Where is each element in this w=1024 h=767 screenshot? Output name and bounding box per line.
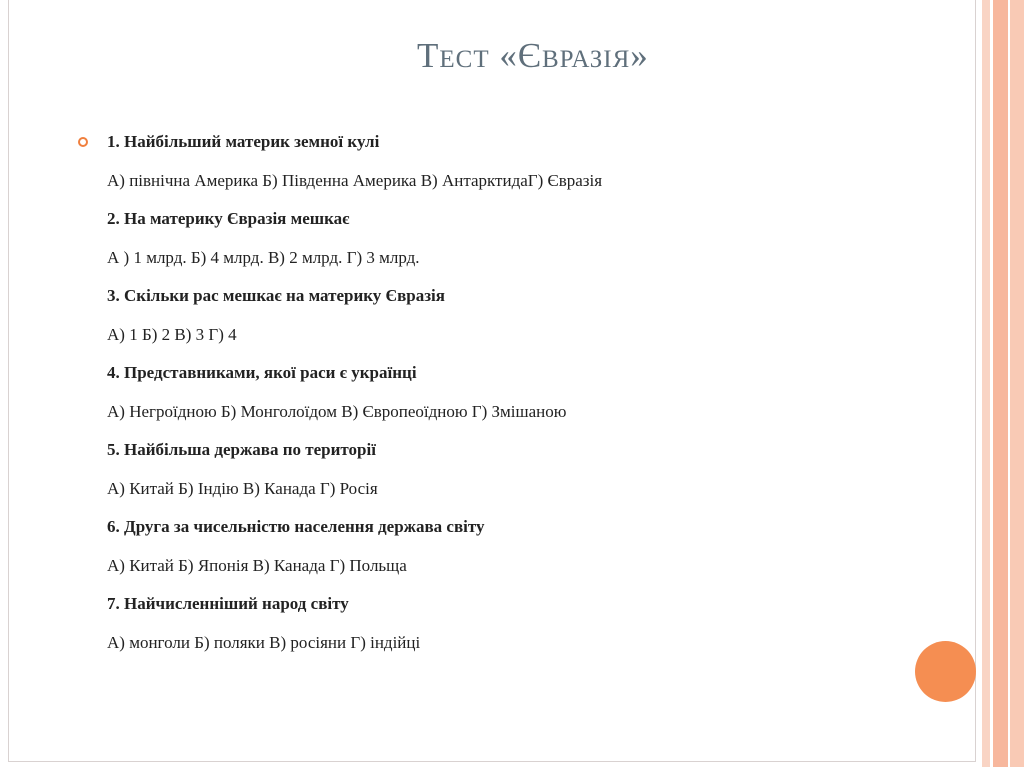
quiz-content [107,130,867,669]
decorative-stripes [982,0,1024,767]
answers-7: А) монголи Б) поляки В) росіяни Г) індійці [107,632,421,652]
question-6: 6. Друга за чисельністю населення держава світу [107,517,485,536]
slide-title: Тест «Євразія» [417,36,649,75]
question-5: 5. Найбільша держава по території [107,440,376,459]
answers-3: А) 1 Б) 2 В) 3 Г) 4 [107,324,237,344]
answers-2: А ) 1 млрд. Б) 4 млрд. В) 2 млрд. Г) 3 млрд. [107,247,420,267]
question-3: 3. Скільки рас мешкає на материку Євразія [107,286,445,305]
stripe [982,0,990,767]
question-1: 1. Найбільший материк земної кулі [107,132,380,151]
answers-4: А) Негроїдною Б) Монголоїдом В) Європеоїдною Г) Змішаною [107,401,567,421]
question-7: 7. Найчисленніший народ світу [107,594,349,613]
answers-5: А) Китай Б) Індію В) Канада Г) Росія [107,478,378,498]
answers-6: А) Китай Б) Японія В) Канада Г) Польща [107,555,407,575]
stripe [993,0,1008,767]
stripe [1010,0,1024,767]
decorative-circle [915,641,976,702]
answers-1: А) північна Америка Б) Південна Америка В) АнтарктидаГ) Євразія [107,170,603,190]
bullet-circle-icon [78,137,88,147]
question-4: 4. Представниками, якої раси є українці [107,363,417,382]
question-2: 2. На материку Євразія мешкає [107,209,350,228]
